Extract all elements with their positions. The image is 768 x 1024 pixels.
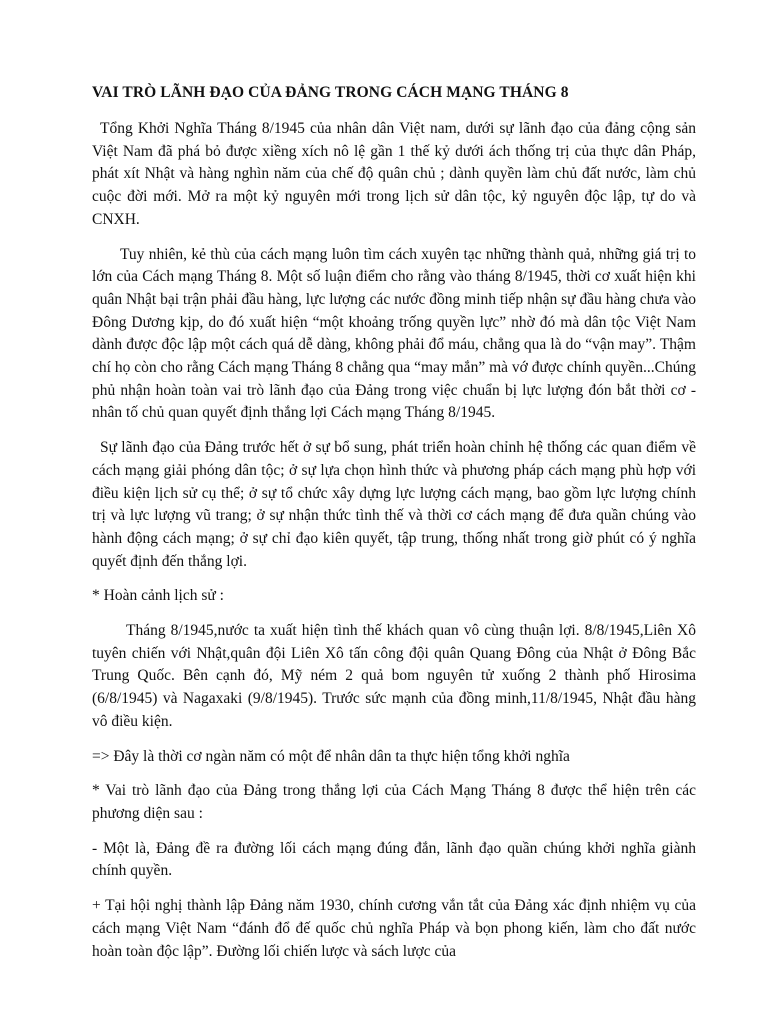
paragraph-founding-conference: + Tại hội nghị thành lập Đảng năm 1930, chính cương vắn tắt của Đảng xác định nhiệm vụ của cách mạng Việt Nam “đánh đổ đế quốc chủ nghĩa Pháp và bọn phong kiến, làm cho đất nước hoàn toàn độc lập”. Đường lối chiến lược và sách lược của xyxy=(92,897,696,960)
paragraph-historical-context: Tháng 8/1945,nước ta xuất hiện tình thế khách quan vô cùng thuận lợi. 8/8/1945,Liên Xô tuyên chiến với Nhật,quân đội Liên Xô tấn công đội quân Quang Đông của Nhật ở Đông Bắc Trung Quốc. Bên cạnh đó, Mỹ ném 2 quả bom nguyên tử xuống 2 thành phố Hirosima (6/8/1945) và Nagaxaki (9/8/1945). Trước sức mạnh của đồng minh,11/8/1945, Nhật đầu hàng vô điều kiện. xyxy=(92,622,696,730)
paragraph-intro: Tổng Khởi Nghĩa Tháng 8/1945 của nhân dân Việt nam, dưới sự lãnh đạo của đảng cộng sản Việt Nam đã phá bỏ được xiềng xích nô lệ gần 1 thế kỷ dưới ách thống trị của thực dân Pháp, phát xít Nhật và hàng nghìn năm của chế độ quân chủ ; dành quyền làm chủ đất nước, làm chủ cuộc đời mới. Mở ra một kỷ nguyên mới trong lịch sử dân tộc, kỷ nguyên độc lập, tự do và CNXH. xyxy=(92,120,696,228)
paragraph-opportunity: => Đây là thời cơ ngàn năm có một để nhân dân ta thực hiện tổng khởi nghĩa xyxy=(92,747,570,765)
paragraph-leadership: Sự lãnh đạo của Đảng trước hết ở sự bổ sung, phát triển hoàn chỉnh hệ thống các quan điểm về cách mạng giải phóng dân tộc; ở sự lựa chọn hình thức và phương pháp cách mạng phù hợp với điều kiện lịch sử cụ thể; ở sự tổ chức xây dựng lực lượng cách mạng, bao gồm lực lượng chính trị và lực lượng vũ trang; ở sự nhận thức tình thế và thời cơ cách mạng để đưa quần chúng vào hành động cách mạng; ở sự chỉ đạo kiên quyết, tập trung, thống nhất trong giờ phút có ý nghĩa quyết định đến thắng lợi. xyxy=(92,439,696,570)
heading-party-role: * Vai trò lãnh đạo của Đảng trong thắng lợi của Cách Mạng Tháng 8 được thể hiện trên các phương diện sau : xyxy=(92,782,696,822)
paragraph-point-one: - Một là, Đảng đề ra đường lối cách mạng đúng đắn, lãnh đạo quần chúng khởi nghĩa giành chính quyền. xyxy=(92,839,696,880)
document-title: VAI TRÒ LÃNH ĐẠO CỦA ĐẢNG TRONG CÁCH MẠNG THÁNG 8 xyxy=(92,84,569,101)
heading-historical-context: * Hoàn cảnh lịch sử : xyxy=(92,587,224,605)
paragraph-distortion: Tuy nhiên, kẻ thù của cách mạng luôn tìm cách xuyên tạc những thành quả, những giá trị to lớn của Cách mạng Tháng 8. Một số luận điểm cho rằng vào tháng 8/1945, thời cơ xuất hiện khi quân Nhật bại trận phải đầu hàng, lực lượng các nước đồng minh tiếp nhận sự đầu hàng chưa vào Đông Dương kịp, do đó xuất hiện “một khoảng trống quyền lực” nhờ đó mà dân tộc Việt Nam dành được độc lập một cách quá dễ dàng, không phải đổ máu, chẳng qua là do “vận may”. Thậm chí họ còn cho rằng Cách mạng Tháng 8 chẳng qua “may mắn” mà vớ được chính quyền...Chúng phủ nhận hoàn toàn vai trò lãnh đạo của Đảng trong việc chuẩn bị lực lượng đón bắt thời cơ - nhân tố chủ quan quyết định thắng lợi Cách mạng Tháng 8/1945. xyxy=(92,245,696,422)
